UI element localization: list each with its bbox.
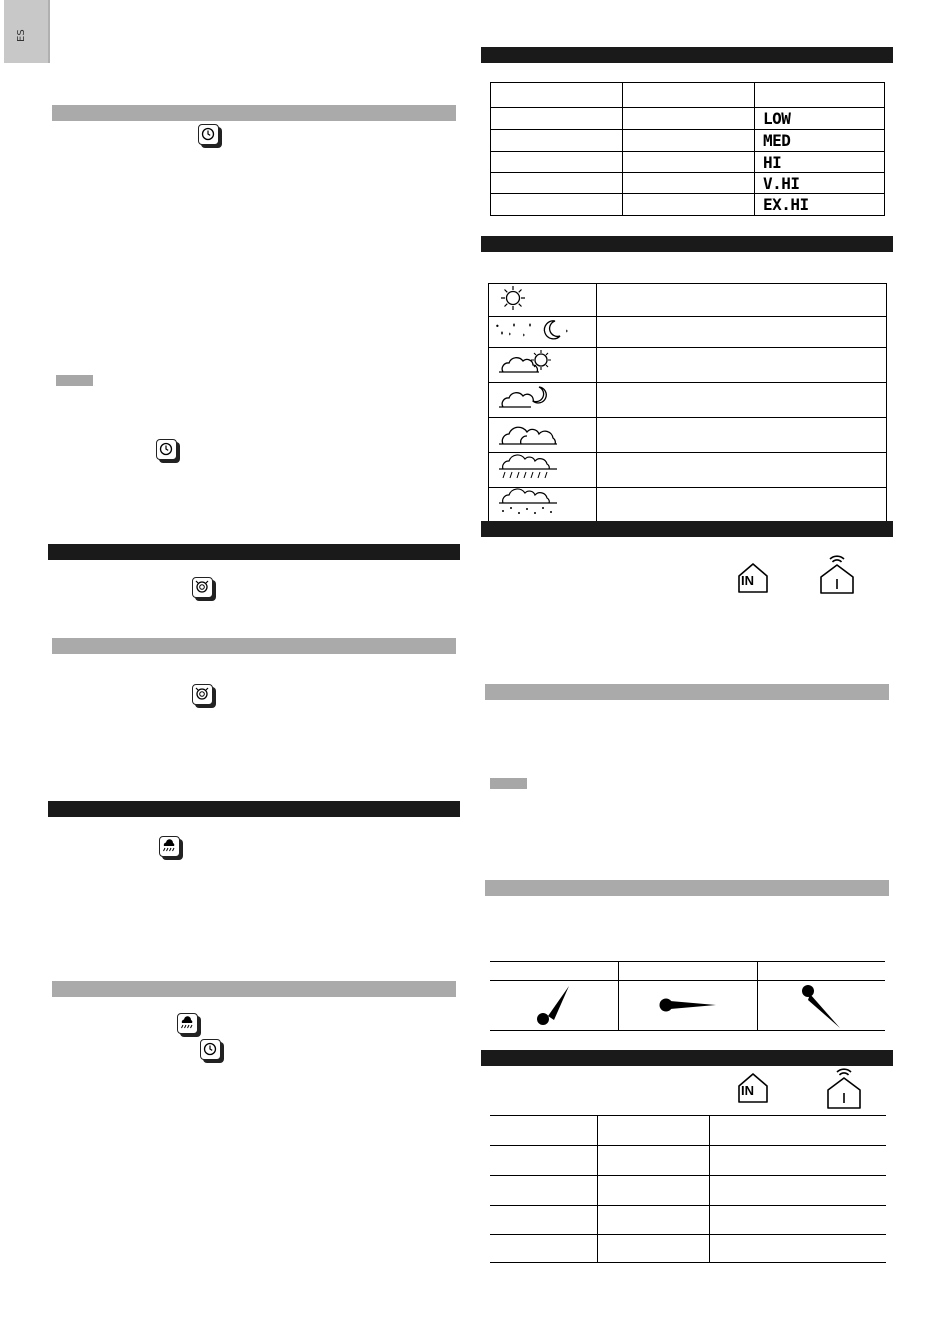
table-rule [618,961,619,1031]
table-rule [597,1115,598,1263]
table-row [489,383,887,418]
section-header-bar [48,544,460,560]
section-header-bar [52,105,456,121]
uv-level-label: EX.HI [755,194,885,216]
section-header-bar [485,684,889,700]
table-rule [490,1145,886,1146]
indoor-label: IN [741,1083,754,1098]
rising-trend-icon [530,984,580,1032]
language-tab-label: ES [16,29,27,42]
uv-level-label: V.HI [755,173,885,194]
cloudy-icon [489,418,597,453]
table-row [491,152,885,173]
snowy-icon [489,488,597,523]
table-rule [490,980,885,981]
section-header-bar [48,801,460,817]
table-row [491,194,885,216]
weather-button-icon [159,836,180,857]
note-badge [56,375,93,386]
weather-button-icon [177,1013,198,1034]
table-row [489,348,887,383]
uv-index-table [490,82,885,216]
table-rule [490,1205,886,1206]
section-header-bar [52,981,456,997]
forecast-icon-table [488,283,887,523]
table-row [491,83,885,108]
table-row [489,418,887,453]
language-tab [4,0,50,63]
steady-trend-icon [656,990,720,1024]
uv-level-label: MED [755,130,885,152]
table-row [489,453,887,488]
svg-text:•: • [495,322,500,331]
remote-sensor-house-icon [825,1066,863,1114]
alarm-button-icon [192,577,213,598]
table-rule [490,1115,886,1116]
section-header-bar [481,236,893,252]
section-header-bar [481,1050,893,1066]
table-row [491,108,885,130]
table-rule [490,1262,886,1263]
indoor-house-icon [736,562,770,598]
section-header-bar [481,521,893,537]
note-badge [490,778,527,789]
rainy-icon [489,453,597,488]
clock-button-icon [156,439,177,460]
table-rule [490,1234,886,1235]
clock-button-icon [198,124,219,145]
table-row [489,317,887,348]
table-rule [709,1115,710,1263]
remote-sensor-house-icon [818,553,856,599]
table-row [491,130,885,152]
clear-night-icon [489,317,597,348]
section-header-bar [485,880,889,896]
table-rule [490,1175,886,1176]
partly-cloudy-night-icon [489,383,597,418]
indoor-house-icon [736,1072,770,1108]
sunny-icon [489,284,597,317]
section-header-bar [481,47,893,63]
clock-button-icon [200,1039,221,1060]
uv-level-label: HI [755,152,885,173]
table-row [489,284,887,317]
section-header-bar [52,638,456,654]
table-rule [490,961,885,962]
table-row [489,488,887,523]
falling-trend-icon [796,982,846,1034]
uv-level-label: LOW [755,108,885,130]
partly-cloudy-day-icon [489,348,597,383]
alarm-button-icon [192,684,213,705]
table-rule [757,961,758,1031]
table-row [491,173,885,194]
indoor-label: IN [741,573,754,588]
